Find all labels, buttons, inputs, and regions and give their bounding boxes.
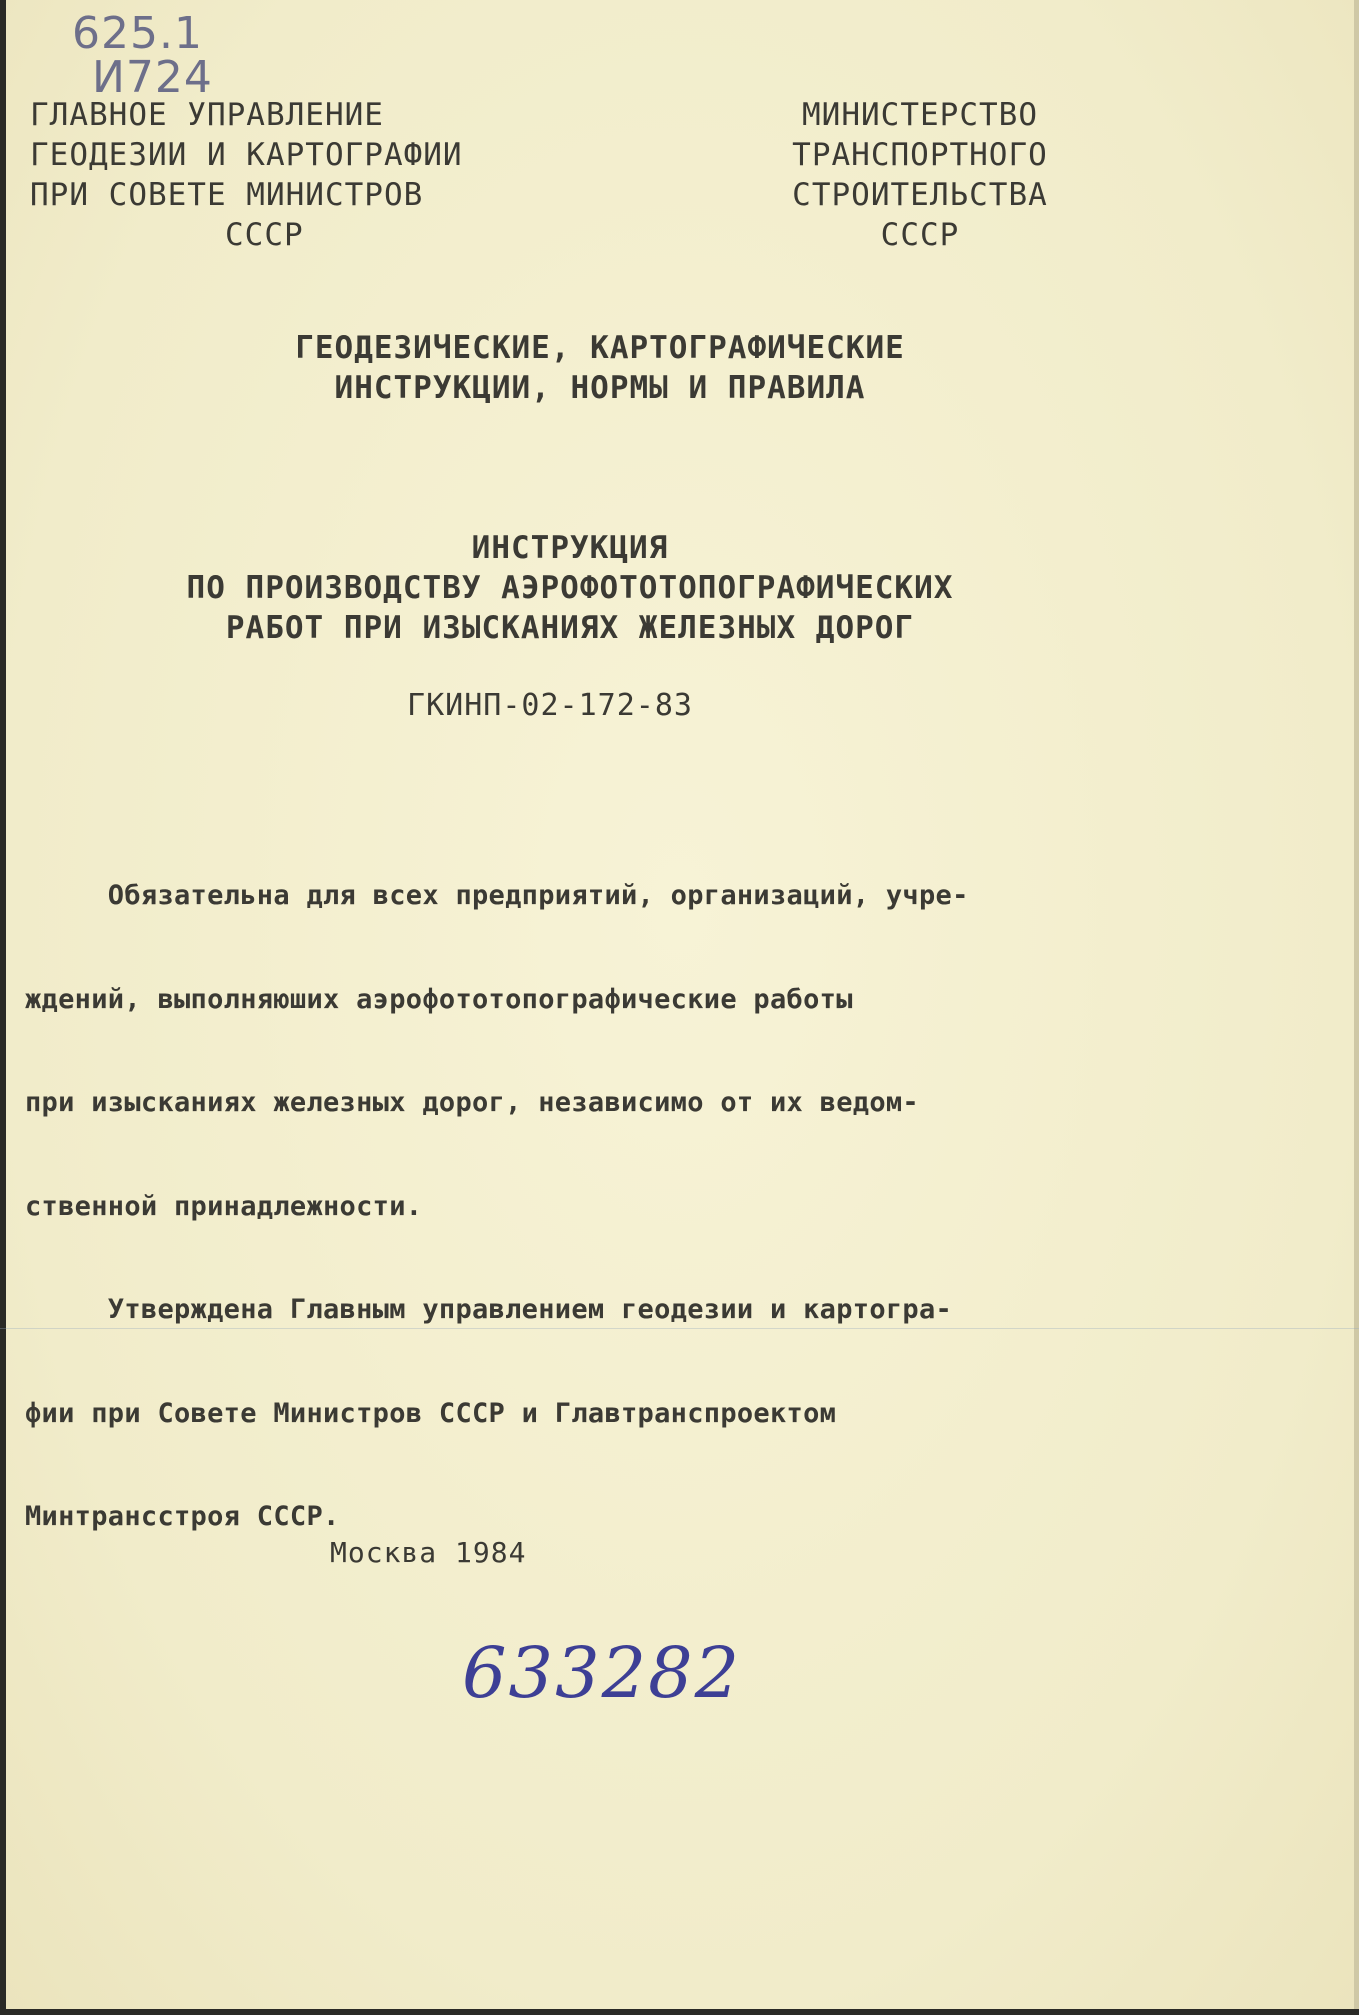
header-right-line: ТРАНСПОРТНОГО	[792, 137, 1048, 173]
header-left-line: ГЛАВНОЕ УПРАВЛЕНИЕ	[30, 97, 384, 133]
imprint-city-year: Москва 1984	[330, 1536, 527, 1569]
document-code: ГКИНП-02-172-83	[407, 688, 693, 723]
body-line: ждений, выполняюших аэрофототопографические работы	[25, 983, 853, 1015]
header-right-line: СССР	[880, 217, 960, 253]
body-line: Обязательна для всех предприятий, организаций, учре-	[25, 880, 969, 911]
body-line: Минтрансстроя СССР.	[25, 1501, 340, 1532]
header-right-line: МИНИСТЕРСТВО	[802, 97, 1038, 133]
body-line: Утверждена Главным управлением геодезии и картогра-	[25, 1294, 953, 1325]
header-left-line: ГЕОДЕЗИИ И КАРТОГРАФИИ	[30, 137, 463, 173]
header-right-line: СТРОИТЕЛЬСТВА	[792, 177, 1048, 213]
body-line: ственной принадлежности.	[25, 1190, 423, 1222]
title-line: ИНСТРУКЦИЯ	[471, 530, 669, 566]
series-line: ИНСТРУКЦИИ, НОРМЫ И ПРАВИЛА	[334, 370, 866, 406]
series-line: ГЕОДЕЗИЧЕСКИЕ, КАРТОГРАФИЧЕСКИЕ	[295, 330, 905, 366]
body-line: при изысканиях железных дорог, независимо от их ведом-	[25, 1087, 919, 1118]
body-line: фии при Совете Министров СССР и Главтранспроектом	[25, 1397, 837, 1429]
inventory-number: 633282	[462, 1632, 742, 1714]
scan-edge-left	[0, 0, 6, 2015]
scan-edge-bottom	[0, 2009, 1359, 2015]
body-paragraphs	[25, 810, 1115, 1604]
header-right-organization	[730, 95, 1110, 255]
header-left-line: СССР	[225, 217, 304, 253]
header-left-organization	[30, 95, 590, 255]
scan-edge-right	[1354, 0, 1359, 2015]
series-title	[150, 328, 1050, 408]
title-line: ПО ПРОИЗВОДСТВУ АЭРОФОТОТОПОГРАФИЧЕСКИХ	[186, 570, 954, 606]
call-number-line2: И724	[92, 52, 213, 103]
title-line: РАБОТ ПРИ ИЗЫСКАНИЯХ ЖЕЛЕЗНЫХ ДОРОГ	[225, 610, 915, 646]
call-number-line1: 625.1	[72, 8, 203, 59]
document-title	[20, 528, 1120, 648]
header-left-line: ПРИ СОВЕТЕ МИНИСТРОВ	[30, 177, 424, 213]
